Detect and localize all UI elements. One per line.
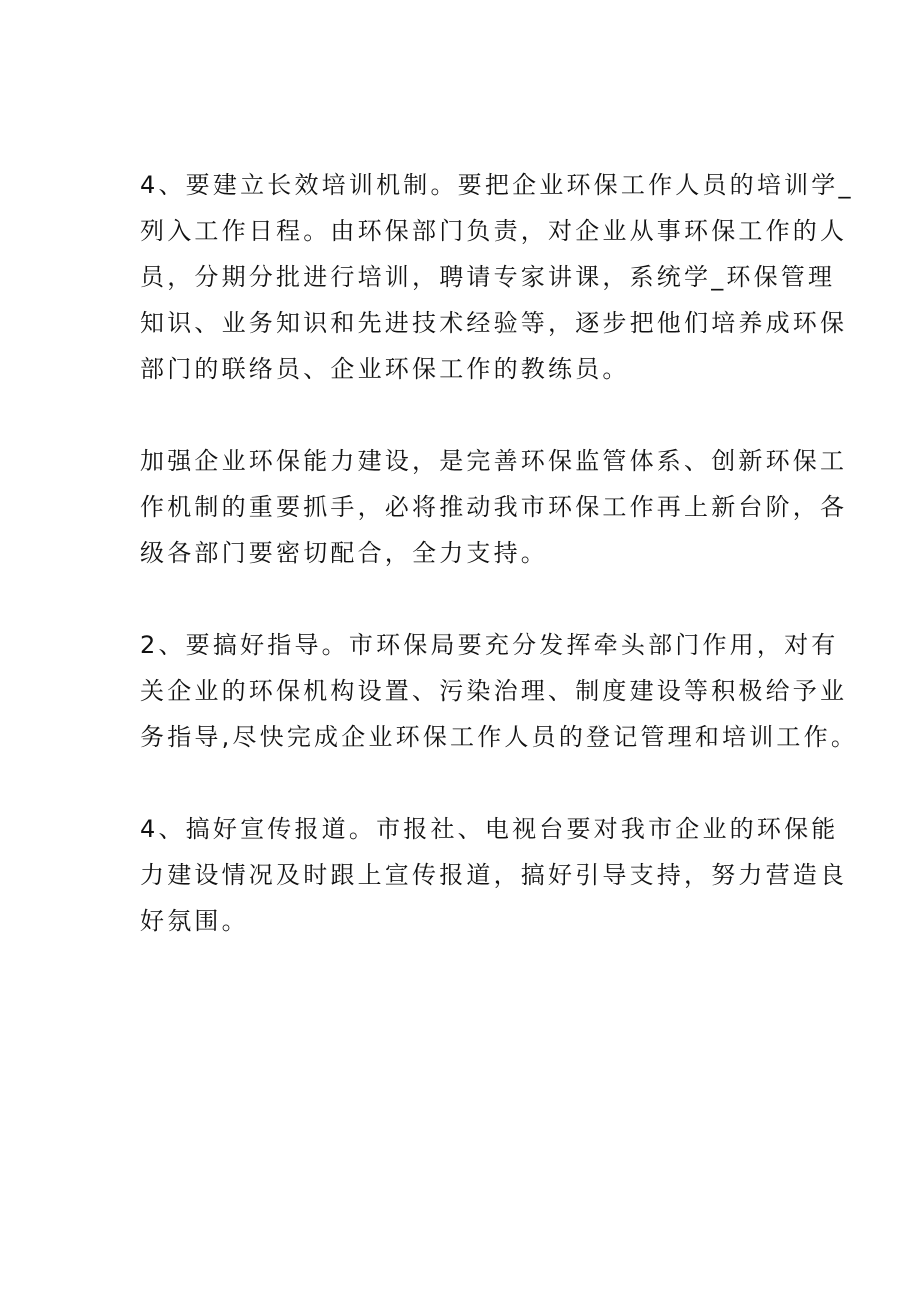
text-line: 员，分期分批进行培训，聘请专家讲课，系统学_环保管理 bbox=[140, 263, 836, 291]
paragraph-capacity-building bbox=[140, 438, 848, 576]
document-body bbox=[140, 162, 859, 990]
paragraph-publicity bbox=[140, 806, 848, 944]
text-line: 部门的联络员、企业环保工作的教练员。 bbox=[140, 355, 630, 383]
text-line: 加强企业环保能力建设，是完善环保监管体系、创新环保工 bbox=[140, 447, 848, 475]
text-line: 作机制的重要抓手，必将推动我市环保工作再上新台阶，各 bbox=[140, 493, 848, 521]
text-line: 务指导,尽快完成企业环保工作人员的登记管理和培训工作。 bbox=[140, 723, 859, 751]
text-line: 4、要建立长效培训机制。要把企业环保工作人员的培训学_ bbox=[140, 171, 854, 199]
text-line: 知识、业务知识和先进技术经验等，逐步把他们培养成环保 bbox=[140, 309, 848, 337]
text-line: 2、要搞好指导。市环保局要充分发挥牵头部门作用，对有 bbox=[140, 631, 839, 659]
paragraph-guidance bbox=[140, 622, 859, 760]
text-line: 关企业的环保机构设置、污染治理、制度建设等积极给予业 bbox=[140, 677, 848, 705]
text-line: 4、搞好宣传报道。市报社、电视台要对我市企业的环保能 bbox=[140, 815, 839, 843]
text-line: 力建设情况及时跟上宣传报道，搞好引导支持，努力营造良 bbox=[140, 861, 848, 889]
paragraph-training-mechanism bbox=[140, 162, 854, 392]
text-line: 列入工作日程。由环保部门负责，对企业从事环保工作的人 bbox=[140, 217, 848, 245]
text-line: 好氛围。 bbox=[140, 907, 249, 935]
text-line: 级各部门要密切配合，全力支持。 bbox=[140, 539, 548, 567]
